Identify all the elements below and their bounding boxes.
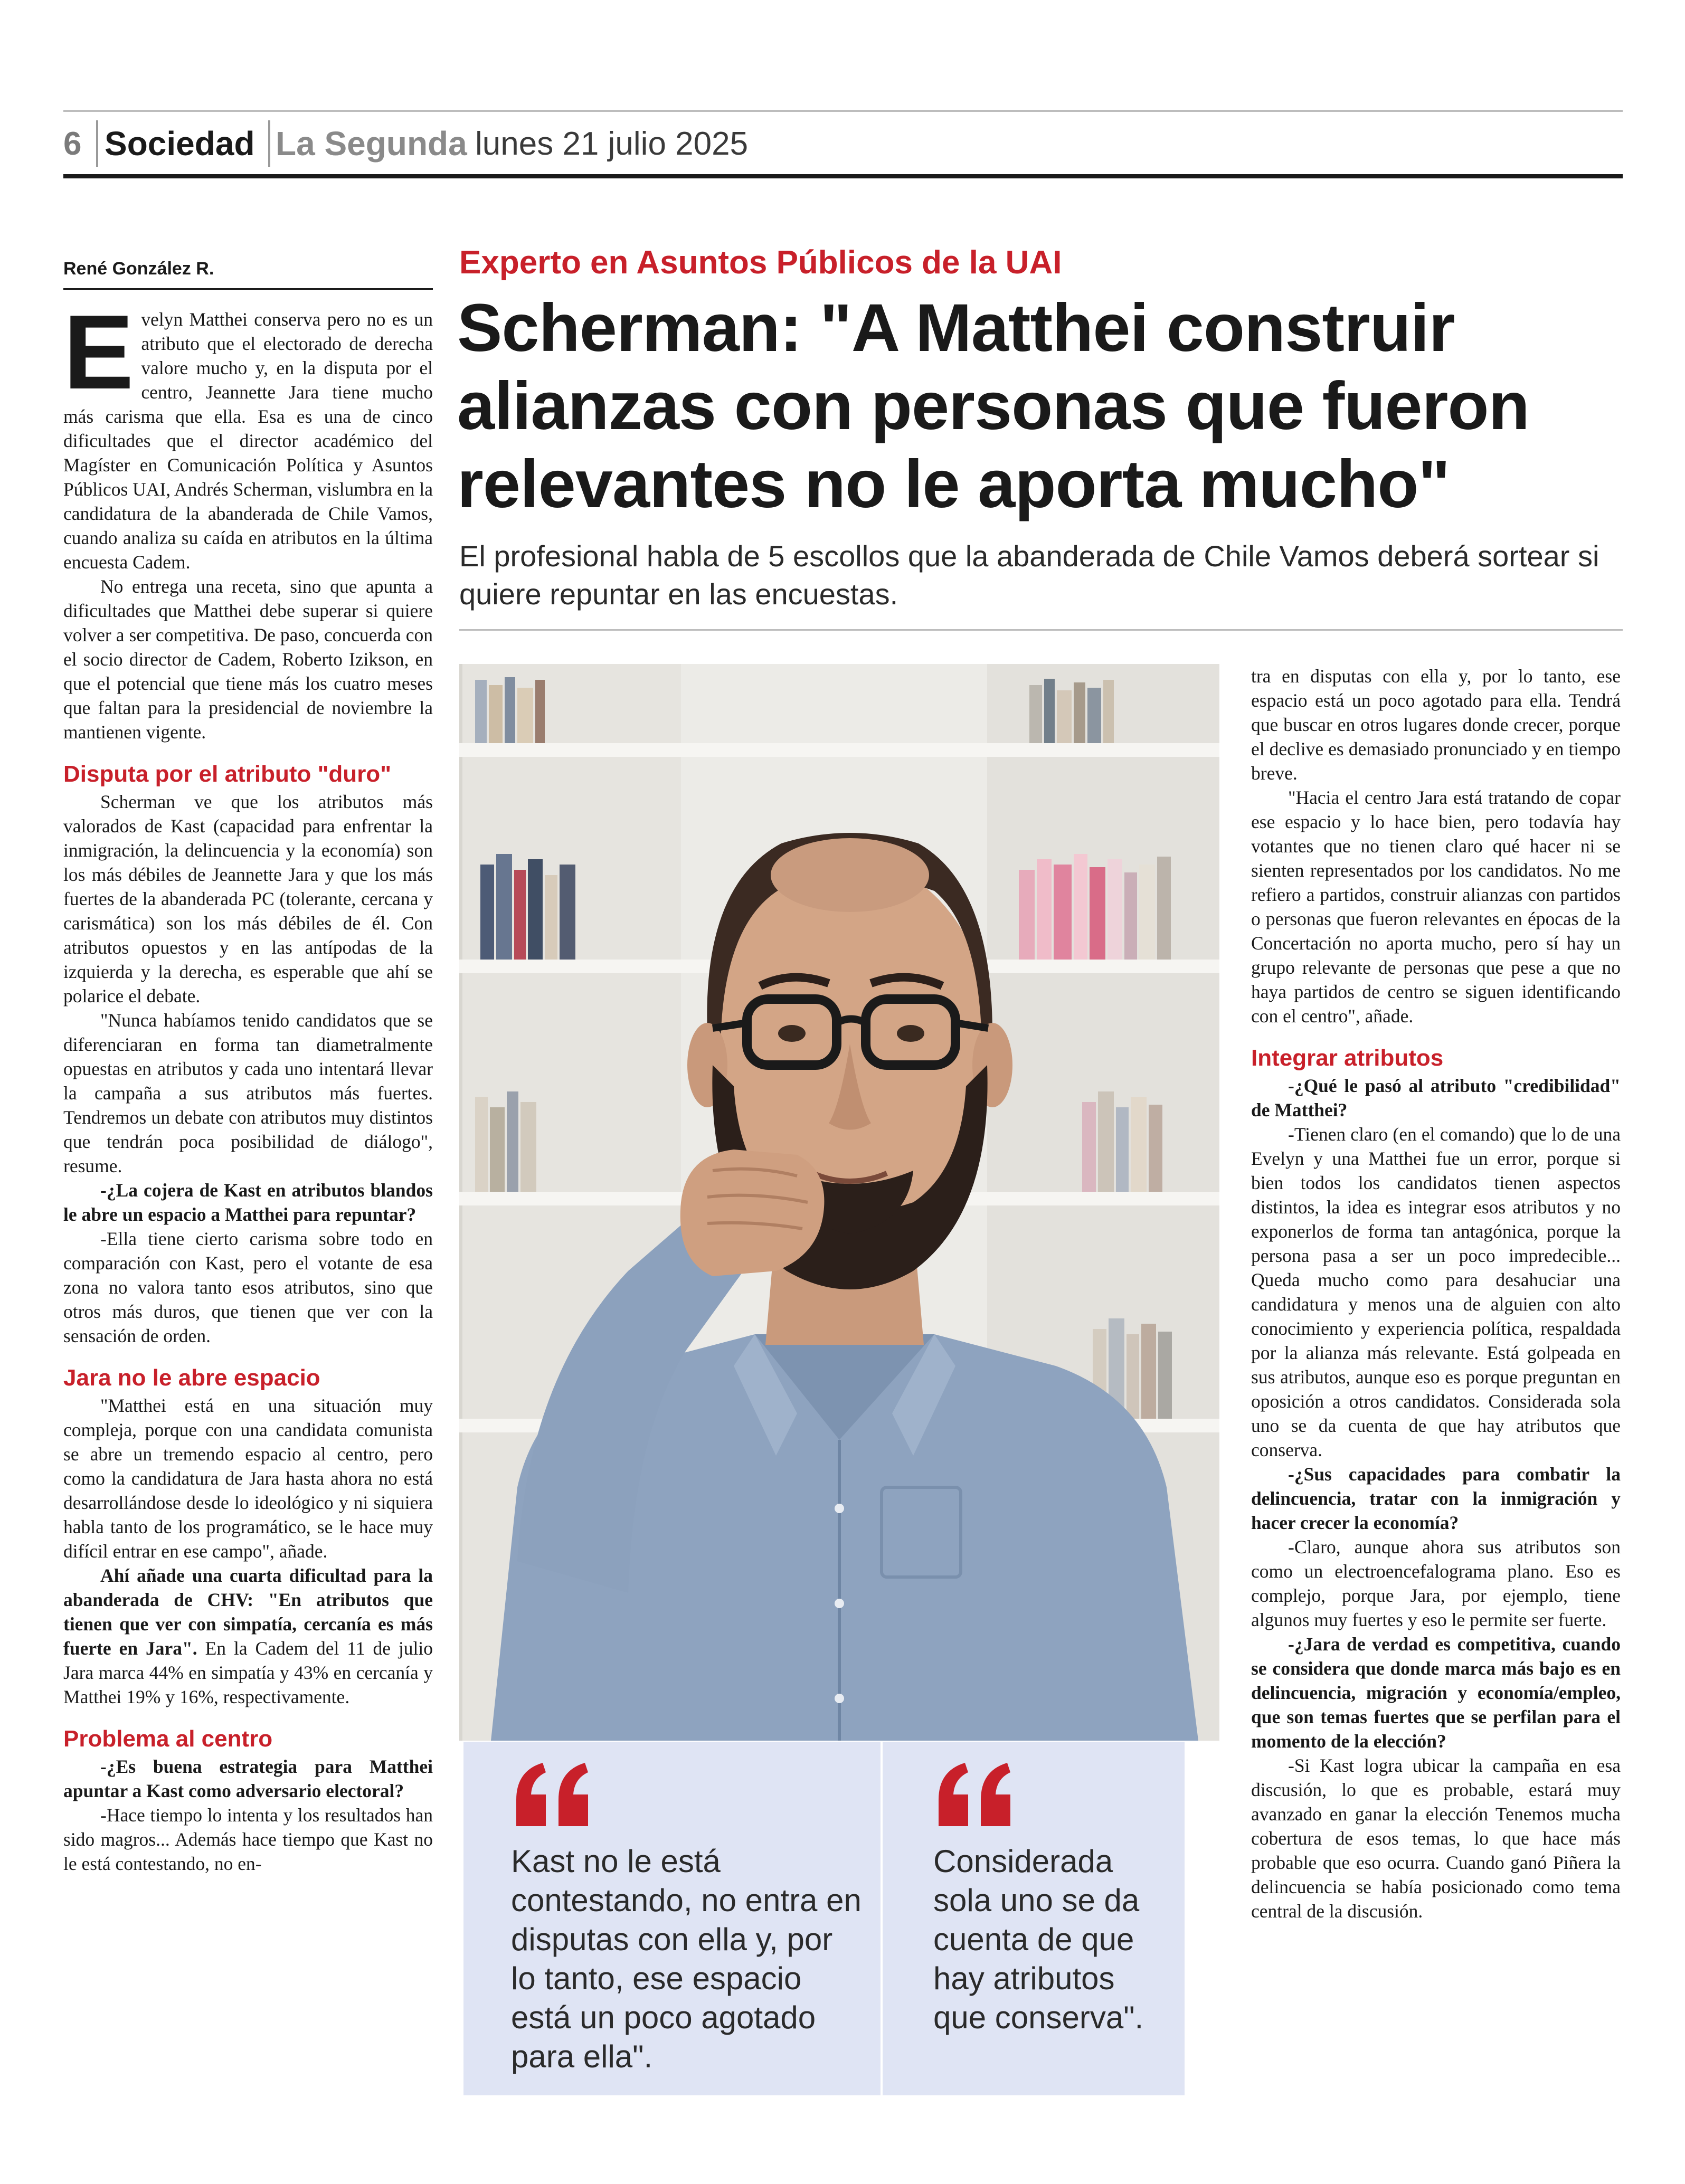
masthead-divider [268, 120, 270, 167]
headline: Scherman: "A Matthei construir alianzas con personas que fueron relevantes no le aporta mucho" [457, 290, 1529, 522]
body-paragraph: -Claro, aunque ahora sus atributos son como un electroencefalograma plano. Eso es complejo, porque Jara, por ejemplo, tiene algunos muy fuertes y eso le permite ser fuerte. [1251, 1536, 1621, 1630]
issue-date: lunes 21 julio 2025 [475, 125, 749, 162]
subheading: Disputa por el atributo "duro" [63, 761, 392, 787]
byline: René González R. [63, 259, 214, 279]
body-paragraph: No entrega una receta, sino que apunta a dificultades que Matthei debe superar si quiere volver a ser competitiva. De paso, concuerda con el socio director de Cadem, Roberto Izikson, en que el potencial que tiene más los cuatro meses que faltan para la presidencial de noviembre la mantienen vigente. [63, 576, 433, 743]
body-paragraph: velyn Matthei conserva pero no es un atributo que el electorado de derecha valore mucho y, en la disputa por el centro, Jeannette Jara tiene mucho más carisma que ella. Esa es una de cinco dificultades que el director académico del Magíster en Comunicación Política y Asuntos Públicos UAI, Andrés Scherman, vislumbra en la candidatura de la abanderada de Chile Vamos, cuando analiza su caída en atributos en la última encuesta Cadem. [63, 309, 433, 573]
top-rule [63, 110, 1623, 112]
question-text: -¿Qué le pasó al atributo "credibilidad" de Matthei? [1251, 1075, 1621, 1121]
interview-question [1251, 1462, 1621, 1535]
pull-quote-text: Kast no le está contestando, no entra en disputas con ella y, por lo tanto, ese espacio está un poco agotado para ella". [511, 1844, 862, 2074]
question-text: -¿Sus capacidades para combatir la delincuencia, tratar con la inmigración y hacer crecer la economía? [1251, 1464, 1621, 1533]
interview-question [63, 1754, 433, 1803]
subheading: Integrar atributos [1251, 1045, 1444, 1071]
quote-mark-icon [933, 1763, 1018, 1826]
page-number: 6 [63, 125, 82, 162]
section-name: Sociedad [105, 125, 255, 163]
drop-cap: E [63, 293, 134, 411]
body-paragraph: "Nunca habíamos tenido candidatos que se diferenciaran en forma tan diametralmente opuestas en atributos y cada uno intentará llevar la campaña a sus atributos más fuertes. Tendremos un debate con atributos muy distintos que tendrán poca posibilidad de diálogo", resume. [63, 1010, 433, 1176]
portrait-photo [459, 664, 1219, 1741]
interview-question [1251, 1632, 1621, 1753]
question-text: -¿Jara de verdad es competitiva, cuando se considera que donde marca más bajo es en delincuencia, migración y economía/empleo, que son temas fuertes que se perfilan para el momento de la elección? [1251, 1634, 1621, 1752]
deck: El profesional habla de 5 escollos que la abanderada de Chile Vamos deberá sortear si quiere repuntar en las encuestas. [459, 539, 1599, 611]
subheading: Jara no le abre espacio [63, 1365, 320, 1391]
question-text: -¿La cojera de Kast en atributos blandos le abre un espacio a Matthei para repuntar? [63, 1180, 433, 1225]
body-paragraph: -Ella tiene cierto carisma sobre todo en comparación con Kast, pero el votante de esa zona no valora tanto esos atributos, sino que otros más duros, que tienen que ver con la sensación de orden. [63, 1228, 433, 1346]
quote-mark-icon [511, 1763, 595, 1826]
body-text: En la Cadem del 11 de julio Jara marca 44% en simpatía y 43% en cercanía y Matthei 19% y 16%, respectivamente. [63, 1638, 433, 1707]
interview-question [63, 1178, 433, 1227]
left-column [63, 293, 433, 1876]
body-paragraph: -Tienen claro (en el comando) que lo de una Evelyn y una Matthei fue un error, porque si bien todos los candidatos tienen aspectos distintos, la idea es integrar esos atributos y no exponerlos de forma tan antagónica, porque la persona pasa a ser un poco impredecible... Queda mucho como para desahuciar una candidatura y menos una de alguien con alto conocimiento y experiencia política, respaldada por la alianza más relevante. Está golpeada en sus atributos, aunque eso es porque preguntan en oposición a otros candidatos. Considerada sola uno se da cuenta de que hay atributos que conserva. [1251, 1124, 1621, 1460]
body-paragraph: "Hacia el centro Jara está tratando de copar ese espacio y lo hace bien, pero todavía hay votantes que no tienen claro qué hacer ni se sienten representados por los candidatos. No me refiero a partidos, construir alianzas con partidos o personas que fueron relevantes en épocas de la Concertación no aporta mucho, pero sí hay un grupo relevante de personas que pese a que no haya partidos de centro se siguen identificando con el centro", añade. [1251, 787, 1621, 1027]
question-text: -¿Es buena estrategia para Matthei apuntar a Kast como adversario electoral? [63, 1756, 433, 1801]
body-paragraph [63, 1563, 433, 1709]
newspaper-name: La Segunda [276, 125, 467, 163]
masthead-rule [63, 174, 1623, 178]
kicker: Experto en Asuntos Públicos de la UAI [459, 244, 1062, 281]
pull-quote [883, 1742, 1185, 2095]
masthead-divider [96, 120, 98, 167]
subheading: Problema al centro [63, 1726, 273, 1752]
bold-text: Ahí añade una cuarta dificultad para la abanderada de CHV: "En atributos que tienen que ver con simpatía, cercanía es más fuerte en Jara". [63, 1565, 433, 1659]
byline-rule [63, 288, 433, 290]
body-paragraph: tra en disputas con ella y, por lo tanto, ese espacio está un poco agotado para ella. Tendrá que buscar en otros lugares donde crecer, porque el declive es demasiado pronunciado y en tiempo breve. [1251, 666, 1621, 784]
interview-question [1251, 1074, 1621, 1122]
portrait-illustration [459, 664, 1219, 1741]
right-column [1251, 664, 1621, 1923]
body-paragraph: Scherman ve que los atributos más valorados de Kast (capacidad para enfrentar la inmigración, la delincuencia y la economía) son los más débiles de Jeannette Jara y que los más fuertes de la abanderada PC (tolerante, cercana y carismática) son los más débiles de él. Con atributos opuestos y en las antípodas de la izquierda y la derecha, es esperable que ahí se polarice el debate. [63, 791, 433, 1006]
body-paragraph: -Hace tiempo lo intenta y los resultados han sido magros... Además hace tiempo que Kast no le está contestando, no en- [63, 1805, 433, 1874]
body-paragraph: -Si Kast logra ubicar la campaña en esa discusión, lo que es probable, estará muy avanzado en ganar la elección Tenemos mucha cobertura de esos temas, lo que hace más probable que eso ocurra. Cuando ganó Piñera la delincuencia se había posicionado como tema central de la discusión. [1251, 1755, 1621, 1922]
body-paragraph: "Matthei está en una situación muy compleja, porque con una candidata comunista se abre un tremendo espacio al centro, pero como la candidatura de Jara hasta ahora no está desarrollándose desde lo ideológico y ni siquiera habla tanto de los programático, se le hace muy difícil entrar en ese campo", añade. [63, 1395, 433, 1562]
pull-quote-text: Considerada sola uno se da cuenta de que hay atributos que conserva". [933, 1844, 1144, 2035]
deck-rule [459, 629, 1623, 631]
pull-quote [463, 1742, 881, 2095]
